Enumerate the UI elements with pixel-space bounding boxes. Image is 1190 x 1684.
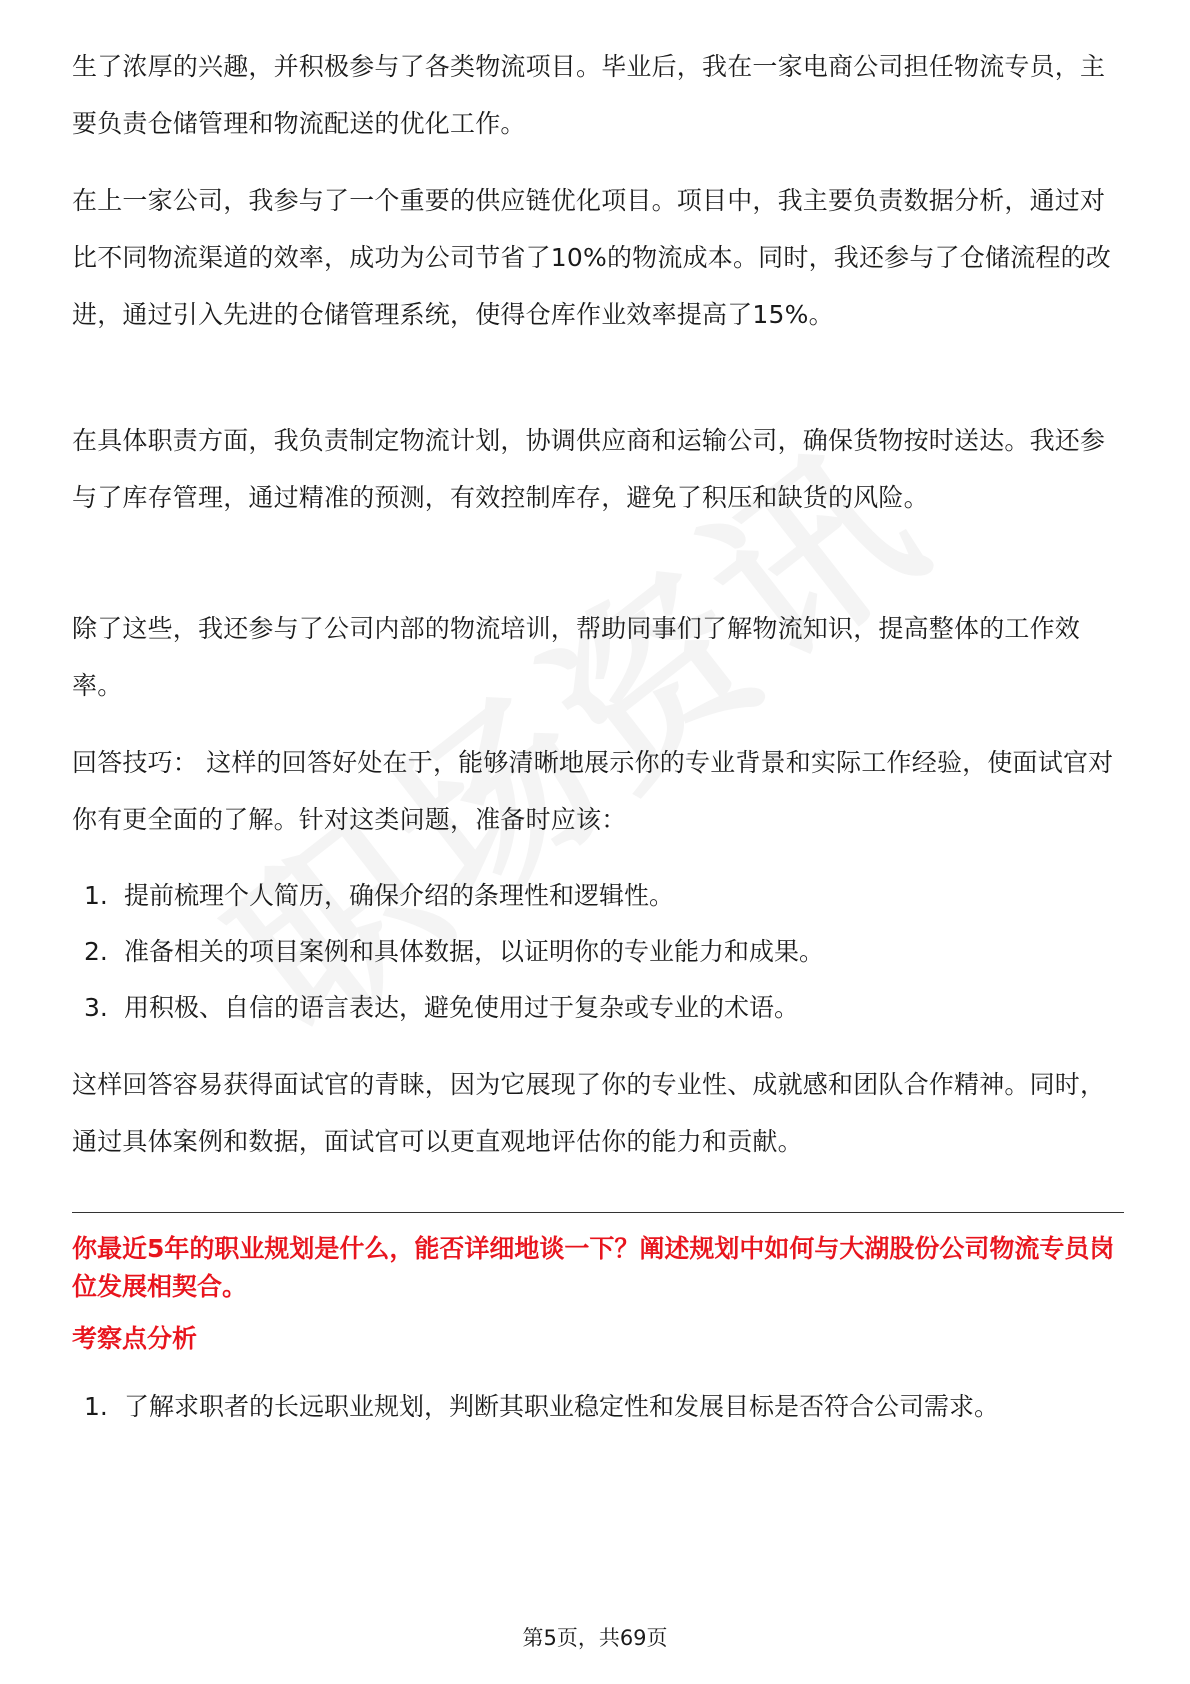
list-item xyxy=(84,1378,1124,1435)
section-divider xyxy=(72,1212,1124,1213)
list-text: 用积极、自信的语言表达，避免使用过于复杂或专业的术语。 xyxy=(124,993,800,1022)
paragraph-project: 在上一家公司，我参与了一个重要的供应链优化项目。项目中，我主要负责数据分析，通过对比不同物流渠道的效率，成功为公司节省了10%的物流成本。同时，我还参与了仓储流程的改进，通过引入先进的仓储管理系统，使得仓库作业效率提高了15%。 xyxy=(72,186,1111,329)
analysis-list xyxy=(84,1378,1124,1435)
list-item xyxy=(84,990,1124,1026)
page-number-footer: 第5页，共69页 xyxy=(522,1626,668,1650)
list-text: 准备相关的项目案例和具体数据，以证明你的专业能力和成果。 xyxy=(124,937,825,966)
tips-list xyxy=(84,878,1124,1046)
interview-question: 你最近5年的职业规划是什么，能否详细地谈一下？阐述规划中如何与大湖股份公司物流专员岗位发展相契合。 xyxy=(72,1234,1115,1301)
paragraph-answer-tips: 回答技巧： 这样的回答好处在于，能够清晰地展示你的专业背景和实际工作经验，使面试官对你有更全面的了解。针对这类问题，准备时应该： xyxy=(72,748,1114,834)
list-text: 了解求职者的长远职业规划，判断其职业稳定性和发展目标是否符合公司需求。 xyxy=(124,1392,1000,1421)
paragraph-intro: 生了浓厚的兴趣，并积极参与了各类物流项目。毕业后，我在一家电商公司担任物流专员，主要负责仓储管理和物流配送的优化工作。 xyxy=(72,52,1106,138)
list-number: 2. xyxy=(84,937,108,966)
paragraph-training: 除了这些，我还参与了公司内部的物流培训，帮助同事们了解物流知识，提高整体的工作效率。 xyxy=(72,614,1081,700)
list-number: 1. xyxy=(84,1392,108,1421)
list-item xyxy=(84,934,1124,970)
list-number: 1. xyxy=(84,881,108,910)
list-text: 提前梳理个人简历，确保介绍的条理性和逻辑性。 xyxy=(124,881,675,910)
analysis-title: 考察点分析 xyxy=(72,1324,198,1353)
list-item xyxy=(84,878,1124,914)
list-number: 3. xyxy=(84,993,108,1022)
paragraph-duties: 在具体职责方面，我负责制定物流计划，协调供应商和运输公司，确保货物按时送达。我还参与了库存管理，通过精准的预测，有效控制库存，避免了积压和缺货的风险。 xyxy=(72,426,1106,512)
paragraph-closing: 这样回答容易获得面试官的青睐，因为它展现了你的专业性、成就感和团队合作精神。同时，通过具体案例和数据，面试官可以更直观地评估你的能力和贡献。 xyxy=(72,1070,1106,1156)
